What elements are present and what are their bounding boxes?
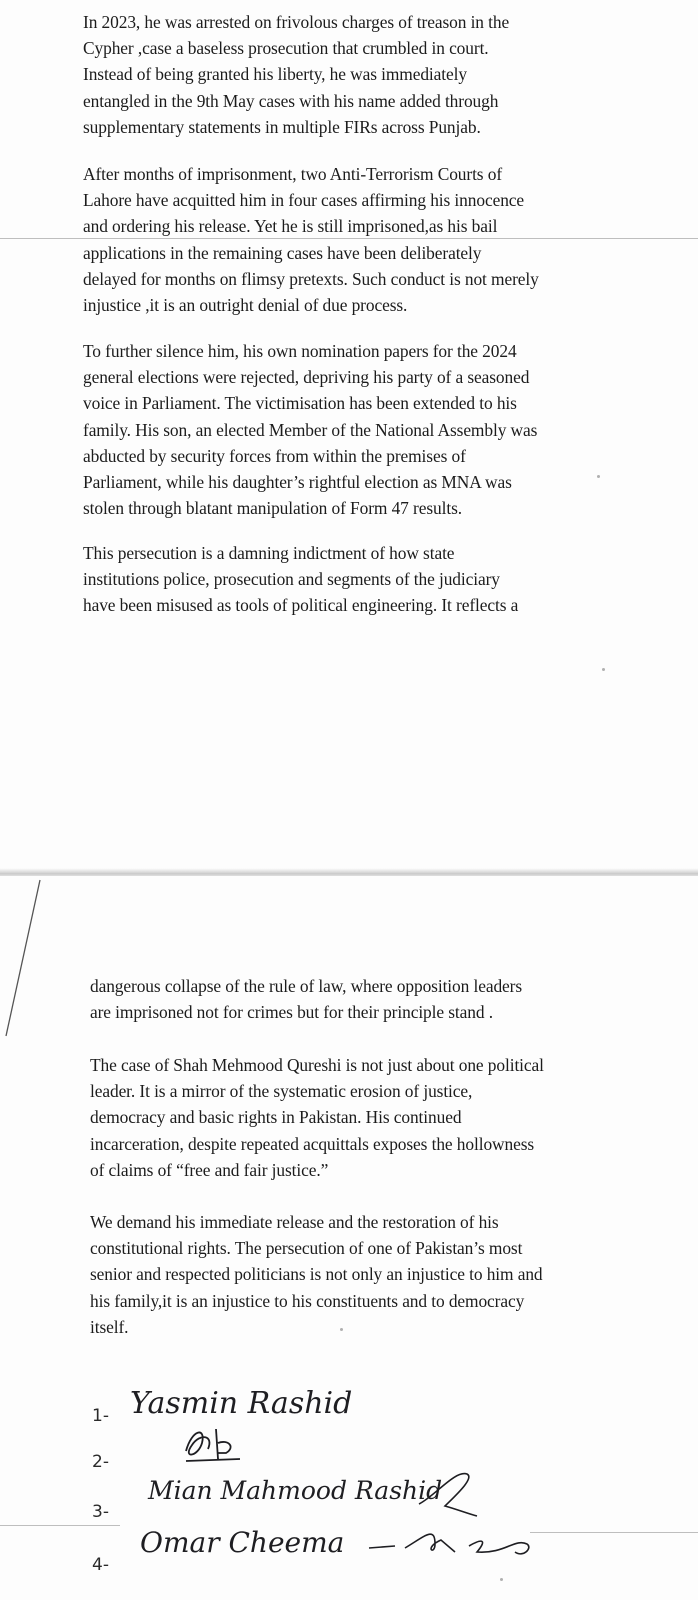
scan-speck <box>602 668 605 671</box>
signature-2-scribble <box>178 1421 248 1466</box>
signature-1: Yasmin Rashid <box>130 1386 353 1421</box>
scan-speck <box>597 475 600 478</box>
paragraph-persecution: This persecution is a damning indictment of how state institutions police, prosecution and segments of the judiciary have been misused as tools of political engineering. It reflects a <box>83 543 519 616</box>
signature-number-1: 1- <box>92 1406 109 1426</box>
scan-edge-mark <box>0 876 60 1076</box>
paragraph-rule-of-law: dangerous collapse of the rule of law, where opposition leaders are imprisoned not for crimes but for their principle stand . <box>90 976 523 1023</box>
signature-3-flourish <box>415 1466 485 1526</box>
paragraph-demand-release: We demand his immediate release and the restoration of his constitutional rights. The persecution of one of Pakistan’s most senior and respected politicians is not only an injustice to him and his family,it is an injustice to his constituents and to democracy itself. <box>90 1212 543 1337</box>
signature-number-4: 4- <box>92 1555 109 1575</box>
document-page-2 <box>0 876 698 1600</box>
signature-4-flourish <box>365 1518 545 1568</box>
signature-4: Omar Cheema <box>140 1526 345 1559</box>
scan-speck <box>500 1578 503 1581</box>
signature-number-2: 2- <box>92 1452 109 1472</box>
scan-fold-line <box>0 1525 120 1526</box>
paragraph-acquittals: After months of imprisonment, two Anti-Terrorism Courts of Lahore have acquitted him in four cases affirming his innocence and ordering his release. Yet he is still imprisoned,as his bail applications in the remaining cases have been deliberately delayed for months on flimsy pretexts. Such conduct is not merely injustice ,it is an outright denial of due process. <box>83 164 539 316</box>
scan-fold-line <box>530 1532 698 1533</box>
scan-speck <box>340 1328 343 1331</box>
paragraph-case-qureshi: The case of Shah Mehmood Qureshi is not just about one political leader. It is a mirror of the systematic erosion of justice, democracy and basic rights in Pakistan. His continued incarceration, despite repeated acquittals exposes the hollowness of claims of “free and fair justice.” <box>90 1055 544 1180</box>
paragraph-arrest-cypher: In 2023, he was arrested on frivolous charges of treason in the Cypher ,case a baseless prosecution that crumbled in court. Instead of being granted his liberty, he was immediately entangled in the 9th May cases with his name added through supplementary statements in multiple FIRs across Punjab. <box>83 12 510 137</box>
paragraph-nomination-rejected: To further silence him, his own nomination papers for the 2024 general elections were rejected, depriving his party of a seasoned voice in Parliament. The victimisation has been extended to his family. His son, an elected Member of the National Assembly was abducted by security forces from within the premises of Parliament, while his daughter’s rightful election as MNA was stolen through blatant manipulation of Form 47 results. <box>83 341 538 519</box>
signature-3: Mian Mahmood Rashid <box>148 1476 443 1505</box>
signature-number-3: 3- <box>92 1502 109 1522</box>
